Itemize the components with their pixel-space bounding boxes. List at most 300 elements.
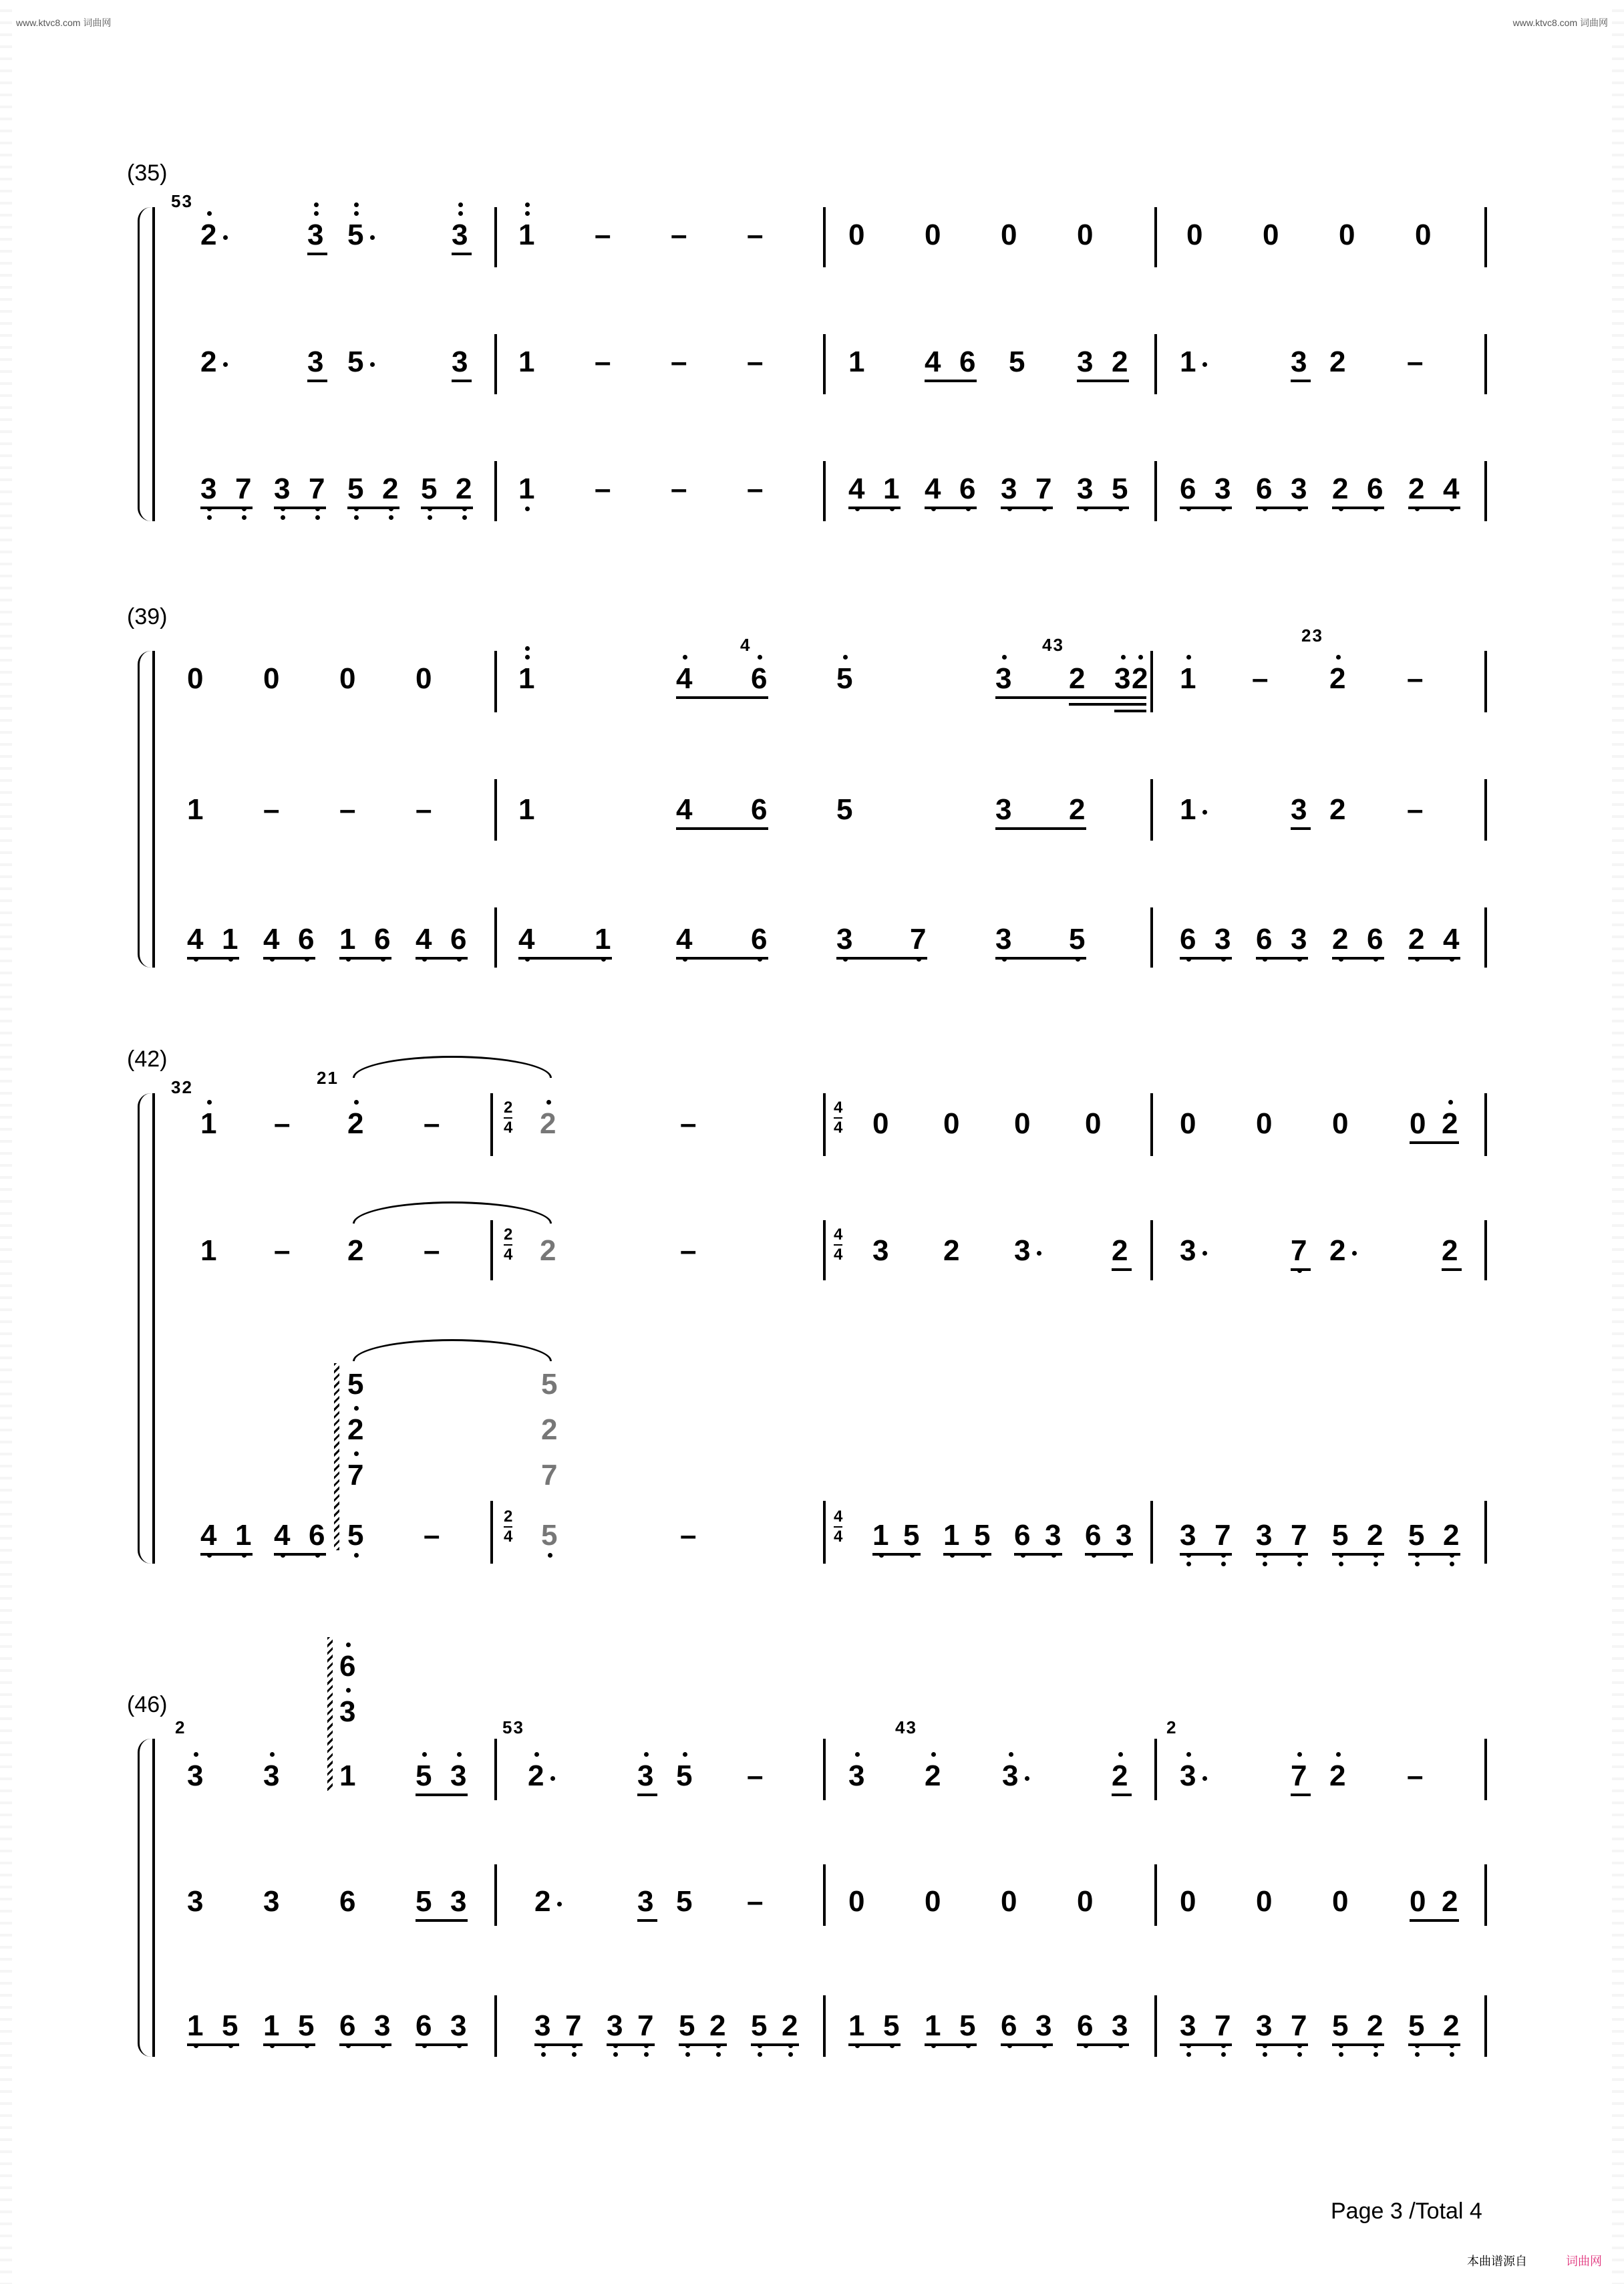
- note: 1: [200, 1107, 217, 1140]
- augmentation-dot: [370, 235, 375, 240]
- note: 6: [1085, 1519, 1102, 1552]
- dot-below: [1297, 1562, 1302, 1566]
- note: 3: [1077, 345, 1094, 378]
- grace-notes: 2: [1166, 1717, 1178, 1737]
- left-watermark-strip: [0, 0, 12, 2284]
- note: 0: [1256, 1885, 1273, 1918]
- arpeggio-mark: [327, 1637, 333, 1791]
- note: 0: [1256, 1107, 1273, 1140]
- time-signature: 2 4: [504, 1226, 513, 1264]
- sustain-dash: –: [747, 1759, 764, 1792]
- barline: [1150, 1220, 1153, 1280]
- note: 2: [782, 2009, 798, 2042]
- barline: [1484, 1739, 1487, 1800]
- note: 6: [751, 793, 768, 826]
- beam-underline: [263, 957, 315, 960]
- augmentation-dot: [1202, 362, 1207, 367]
- dot-above: [534, 1752, 539, 1757]
- dot-above: [422, 1752, 427, 1757]
- note: 2: [456, 472, 472, 505]
- dot-above: [194, 1752, 198, 1757]
- beam-underline: [1408, 1553, 1460, 1556]
- note: 3: [200, 472, 217, 505]
- measure-number: (42): [127, 1046, 168, 1072]
- grace-notes: 2: [175, 1717, 186, 1737]
- dot-below: [1186, 2052, 1191, 2057]
- note: 5: [347, 219, 364, 251]
- barline: [1484, 651, 1487, 712]
- dot-above: [1336, 655, 1341, 660]
- note: 6: [751, 923, 768, 956]
- barline: [823, 1093, 826, 1156]
- barline: [494, 207, 497, 267]
- dot-below: [389, 515, 393, 520]
- dot-below: [1263, 1562, 1267, 1566]
- dot-below: [685, 2052, 690, 2057]
- note: 2: [528, 1759, 544, 1792]
- grace-notes: 53: [171, 191, 193, 211]
- note: 3: [274, 472, 291, 505]
- note: 3: [995, 923, 1012, 956]
- dot-above: [314, 211, 319, 216]
- barline: [1150, 779, 1153, 841]
- beam-underline: [1001, 2043, 1053, 2046]
- note: 3: [1214, 923, 1231, 956]
- note: 3: [1180, 1519, 1196, 1552]
- beam-underline: [1291, 1268, 1311, 1271]
- note: 2: [1332, 923, 1349, 956]
- system-brace: [138, 207, 153, 521]
- note: 4: [187, 923, 204, 956]
- time-signature: 4 4: [834, 1099, 843, 1137]
- augmentation-dot: [370, 362, 375, 367]
- beam-underline: [607, 2043, 655, 2046]
- barline: [1150, 1093, 1153, 1156]
- grace-notes: 23: [1301, 625, 1323, 646]
- note: 3: [1256, 2009, 1273, 2042]
- beam-underline: [416, 1794, 468, 1796]
- note: 4: [200, 1519, 217, 1552]
- barline: [1484, 461, 1487, 521]
- note: 1: [518, 472, 535, 505]
- note: 3: [452, 345, 468, 378]
- grace-notes: 53: [502, 1717, 524, 1737]
- note: 1: [518, 662, 535, 695]
- dot-above: [1186, 655, 1191, 660]
- note: 7: [541, 1459, 558, 1491]
- dot-above: [525, 655, 530, 660]
- beam-underline: [307, 253, 327, 255]
- dot-above: [931, 1752, 936, 1757]
- barline: [1484, 334, 1487, 394]
- dot-below: [1450, 2052, 1454, 2057]
- dot-below: [1221, 1562, 1226, 1566]
- note: 3: [995, 793, 1012, 826]
- sustain-dash: –: [416, 793, 432, 826]
- beam-underline: [1291, 380, 1311, 382]
- note: 3: [1116, 1519, 1132, 1552]
- note: 3: [1001, 472, 1017, 505]
- barline: [494, 1864, 497, 1926]
- note: 4: [925, 472, 941, 505]
- note: 0: [1014, 1107, 1031, 1140]
- barline: [1150, 651, 1153, 712]
- note: 0: [872, 1107, 889, 1140]
- beam-underline: [452, 380, 472, 382]
- measure-number: (39): [127, 604, 168, 629]
- note: 2: [1329, 345, 1346, 378]
- sustain-dash: –: [680, 1519, 697, 1552]
- note: 6: [309, 1519, 325, 1552]
- note: 2: [534, 1885, 551, 1918]
- beam-underline: [637, 1919, 657, 1922]
- barline: [1154, 334, 1157, 394]
- beam-underline: [676, 827, 768, 830]
- beam-underline: [416, 957, 468, 960]
- note: 2: [1367, 1519, 1384, 1552]
- sustain-dash: –: [1407, 345, 1424, 378]
- dot-below: [541, 2052, 546, 2057]
- note: 0: [925, 219, 941, 251]
- note: 3: [263, 1885, 280, 1918]
- note: 0: [1263, 219, 1279, 251]
- sustain-dash: –: [424, 1519, 440, 1552]
- dot-below: [281, 515, 285, 520]
- note: 7: [235, 472, 252, 505]
- note: 5: [883, 2009, 900, 2042]
- barline: [494, 461, 497, 521]
- note: 7: [1291, 1234, 1307, 1267]
- note: 2: [943, 1234, 960, 1267]
- note: 3: [450, 1885, 467, 1918]
- augmentation-dot: [550, 1776, 555, 1781]
- note: 2: [1443, 1519, 1460, 1552]
- note: 3: [1014, 1234, 1031, 1267]
- source-label: 本曲谱源自: [1467, 2255, 1527, 2268]
- dot-above: [525, 211, 530, 216]
- note: 4: [676, 793, 693, 826]
- dot-above: [1138, 655, 1143, 660]
- note: 3: [1035, 2009, 1052, 2042]
- note: 2: [540, 1234, 556, 1267]
- barline: [490, 1220, 493, 1280]
- sustain-dash: –: [274, 1107, 291, 1140]
- note: 5: [347, 472, 364, 505]
- dot-below: [644, 2052, 649, 2057]
- note: 1: [518, 345, 535, 378]
- sustain-dash: –: [747, 472, 764, 505]
- note: 2: [1442, 1107, 1458, 1140]
- note: 5: [541, 1519, 558, 1552]
- beam-underline: [1442, 1268, 1462, 1271]
- note: 4: [925, 345, 941, 378]
- beam-underline: [1180, 2043, 1232, 2046]
- beam-underline: [1332, 507, 1384, 509]
- note: 3: [1256, 1519, 1273, 1552]
- note: 7: [1214, 1519, 1231, 1552]
- note: 2: [1367, 2009, 1384, 2042]
- sustain-dash: –: [424, 1234, 440, 1267]
- dot-below: [242, 515, 247, 520]
- dot-below: [1263, 2052, 1267, 2057]
- note: 1: [848, 345, 865, 378]
- dot-above: [354, 202, 359, 207]
- augmentation-dot: [1025, 1776, 1029, 1781]
- sustain-dash: –: [747, 345, 764, 378]
- barline: [1154, 207, 1157, 267]
- barline: [490, 1093, 493, 1156]
- dot-below: [1415, 1562, 1420, 1566]
- barline: [823, 1864, 826, 1926]
- barline: [1484, 1093, 1487, 1156]
- dot-above: [346, 1643, 351, 1647]
- beam-underline: [1410, 1919, 1459, 1922]
- dot-below: [572, 2052, 577, 2057]
- note: 3: [374, 2009, 391, 2042]
- barline: [1150, 907, 1153, 968]
- note: 5: [1112, 472, 1128, 505]
- note: 6: [1014, 1519, 1031, 1552]
- beam-underline: [347, 507, 399, 509]
- note: 5: [676, 1759, 693, 1792]
- dot-below: [462, 515, 467, 520]
- note: 1: [872, 1519, 889, 1552]
- beam-underline: [995, 957, 1086, 960]
- sustain-dash: –: [1252, 662, 1269, 695]
- beam-underline: [1069, 703, 1146, 706]
- barline: [1154, 1739, 1157, 1800]
- augmentation-dot: [1037, 1251, 1041, 1256]
- beam-underline: [1332, 2043, 1384, 2046]
- barline: [490, 1501, 493, 1564]
- barline: [1484, 1995, 1487, 2057]
- dot-below: [1450, 1562, 1454, 1566]
- barline: [494, 1739, 497, 1800]
- barline: [1484, 907, 1487, 968]
- dot-below: [548, 1553, 552, 1558]
- beam-underline: [421, 507, 473, 509]
- note: 5: [1408, 1519, 1425, 1552]
- note: 7: [565, 2009, 582, 2042]
- note: 5: [1332, 1519, 1349, 1552]
- note: 0: [1001, 1885, 1017, 1918]
- beam-underline: [995, 696, 1146, 699]
- note: 7: [637, 2009, 654, 2042]
- dot-above: [457, 1752, 462, 1757]
- augmentation-dot: [1352, 1251, 1357, 1256]
- beam-underline: [274, 507, 326, 509]
- note: 4: [676, 662, 693, 695]
- beam-underline: [452, 253, 472, 255]
- dot-above: [270, 1752, 275, 1757]
- note: 2: [1132, 662, 1148, 695]
- dot-below: [716, 2052, 721, 2057]
- note: 6: [450, 923, 467, 956]
- note: 3: [1112, 2009, 1128, 2042]
- beam-underline: [1114, 710, 1146, 712]
- sustain-dash: –: [747, 1885, 764, 1918]
- note: 7: [347, 1459, 364, 1491]
- note: 5: [679, 2009, 695, 2042]
- note: 0: [1085, 1107, 1102, 1140]
- dot-below: [1415, 2052, 1420, 2057]
- beam-underline: [1077, 2043, 1129, 2046]
- beam-underline: [1256, 1553, 1308, 1556]
- note: 3: [1291, 923, 1307, 956]
- beam-underline: [1256, 957, 1308, 960]
- beam-underline: [925, 380, 977, 382]
- barline: [823, 461, 826, 521]
- note: 3: [1077, 472, 1094, 505]
- note: 2: [1329, 1759, 1346, 1792]
- note: 3: [1180, 1234, 1196, 1267]
- note: 5: [347, 1519, 364, 1552]
- note: 7: [1291, 2009, 1307, 2042]
- note: 6: [1077, 2009, 1094, 2042]
- dot-below: [1297, 2052, 1302, 2057]
- beam-underline: [848, 2043, 901, 2046]
- note: 0: [848, 219, 865, 251]
- dot-below: [1373, 2052, 1378, 2057]
- beam-underline: [1408, 507, 1460, 509]
- grace-notes: 4: [740, 635, 752, 655]
- note: 1: [1180, 662, 1196, 695]
- dot-below: [525, 507, 530, 511]
- beam-underline: [1180, 507, 1232, 509]
- barline: [823, 1995, 826, 2057]
- beam-underline: [1180, 957, 1232, 960]
- note: 3: [1180, 2009, 1196, 2042]
- note: 6: [1367, 472, 1384, 505]
- note: 0: [1077, 219, 1094, 251]
- beam-underline: [676, 957, 768, 960]
- sustain-dash: –: [680, 1107, 697, 1140]
- note: 4: [416, 923, 432, 956]
- note: 3: [534, 2009, 551, 2042]
- dot-above: [683, 1752, 687, 1757]
- tie-slur: [353, 1201, 552, 1224]
- beam-underline: [416, 2043, 468, 2046]
- augmentation-dot: [1202, 810, 1207, 815]
- barline: [1484, 1501, 1487, 1564]
- dot-above: [1009, 1752, 1013, 1757]
- beam-underline: [1408, 957, 1460, 960]
- note: 3: [1291, 345, 1307, 378]
- barline: [823, 1220, 826, 1280]
- note: 0: [187, 662, 204, 695]
- beam-underline: [187, 957, 239, 960]
- dot-below: [1373, 1562, 1378, 1566]
- dot-above: [354, 211, 359, 216]
- note: 6: [1256, 472, 1273, 505]
- note: 0: [1410, 1107, 1426, 1140]
- system-brace: [138, 1093, 153, 1564]
- note: 0: [1332, 1107, 1349, 1140]
- grace-notes: 43: [895, 1717, 917, 1737]
- note: 3: [339, 1695, 356, 1728]
- beam-underline: [200, 1553, 253, 1556]
- note: 3: [607, 2009, 623, 2042]
- note: 0: [416, 662, 432, 695]
- note: 6: [339, 1885, 356, 1918]
- note: 6: [1180, 923, 1196, 956]
- dot-above: [843, 655, 848, 660]
- note: 7: [910, 923, 927, 956]
- note: 7: [1291, 1759, 1307, 1792]
- dot-below: [1339, 1562, 1343, 1566]
- note: 1: [187, 793, 204, 826]
- note: 4: [848, 472, 865, 505]
- note: 3: [995, 662, 1012, 695]
- beam-underline: [274, 1553, 326, 1556]
- sustain-dash: –: [595, 219, 611, 251]
- beam-underline: [1410, 1141, 1459, 1144]
- augmentation-dot: [223, 362, 228, 367]
- grace-notes: 32: [171, 1077, 193, 1097]
- note: 6: [1256, 923, 1273, 956]
- sustain-dash: –: [671, 345, 687, 378]
- note: 1: [235, 1519, 252, 1552]
- barline: [823, 1739, 826, 1800]
- note: 2: [925, 1759, 941, 1792]
- time-signature: 2 4: [504, 1508, 513, 1546]
- sustain-dash: –: [680, 1234, 697, 1267]
- dot-above: [546, 1100, 551, 1105]
- note: 5: [416, 1759, 432, 1792]
- barline: [1484, 1220, 1487, 1280]
- sustain-dash: –: [263, 793, 280, 826]
- note: 2: [1332, 472, 1349, 505]
- note: 0: [339, 662, 356, 695]
- beam-underline: [263, 2043, 315, 2046]
- dot-above: [458, 202, 463, 207]
- note: 2: [1069, 793, 1086, 826]
- note: 3: [1291, 472, 1307, 505]
- beam-underline: [925, 507, 977, 509]
- beam-underline: [925, 2043, 977, 2046]
- dot-above: [458, 211, 463, 216]
- barline: [494, 779, 497, 841]
- dot-above: [354, 1451, 359, 1456]
- sustain-dash: –: [747, 219, 764, 251]
- note: 3: [307, 219, 324, 251]
- note: 0: [1180, 1885, 1196, 1918]
- note: 3: [836, 923, 853, 956]
- dot-above: [644, 1752, 649, 1757]
- dot-above: [1118, 1752, 1123, 1757]
- dot-below: [354, 1553, 359, 1558]
- time-signature: 4 4: [834, 1508, 843, 1546]
- dot-above: [346, 1688, 351, 1693]
- note: 6: [1001, 2009, 1017, 2042]
- beam-underline: [1256, 507, 1308, 509]
- beam-underline: [1291, 827, 1311, 830]
- note: 7: [1035, 472, 1052, 505]
- note: 2: [1329, 1234, 1346, 1267]
- beam-underline: [1085, 1553, 1133, 1556]
- sustain-dash: –: [1407, 793, 1424, 826]
- note: 1: [518, 793, 535, 826]
- beam-underline: [339, 957, 391, 960]
- note: 4: [1443, 923, 1460, 956]
- note: 5: [959, 2009, 976, 2042]
- beam-underline: [307, 380, 327, 382]
- tie-slur: [353, 1056, 552, 1078]
- note: 5: [751, 2009, 768, 2042]
- note: 6: [298, 923, 315, 956]
- augmentation-dot: [557, 1902, 562, 1906]
- note: 5: [903, 1519, 920, 1552]
